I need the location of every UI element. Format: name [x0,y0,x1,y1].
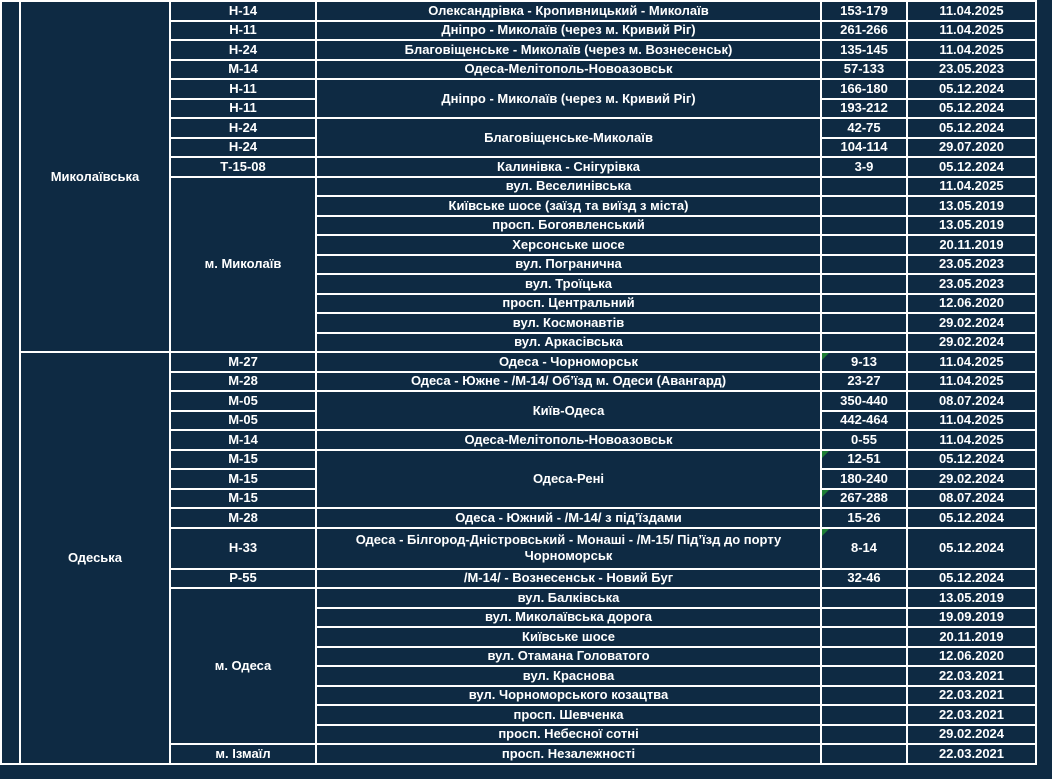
error-corner-marker-icon [822,353,829,360]
date-cell[interactable]: 13.05.2019 [907,196,1036,216]
km-range-cell[interactable] [821,430,907,450]
date-cell[interactable]: 12.06.2020 [907,647,1036,667]
km-range-value: 166-180 [840,80,888,96]
route-cell[interactable]: Одеса - Чорноморськ [316,352,821,372]
km-range-cell[interactable] [821,569,907,589]
km-range-value: 153-179 [840,2,888,18]
km-range-value: 32-46 [847,570,881,586]
km-range-value: 9-13 [850,353,878,369]
road-code-cell[interactable]: Н-24 [170,118,316,138]
route-cell[interactable]: Одеса - Южне - /М-14/ Об’їзд м. Одеси (Авангард) [316,372,821,392]
date-cell[interactable]: 22.03.2021 [907,744,1036,764]
road-code-cell[interactable]: м. Одеса [170,588,316,744]
road-code-cell[interactable]: М-27 [170,352,316,372]
road-code-cell[interactable]: Р-55 [170,569,316,589]
error-corner-marker-icon [822,490,829,497]
km-range-cell[interactable] [821,508,907,528]
km-range-cell[interactable] [821,372,907,392]
km-range-cell[interactable] [821,157,907,177]
date-cell[interactable]: 11.04.2025 [907,177,1036,197]
km-range-cell[interactable] [821,60,907,80]
road-code-cell[interactable]: М-15 [170,489,316,509]
km-range-cell[interactable] [821,588,907,608]
error-corner-marker-icon [822,451,829,458]
route-cell[interactable]: вул. Краснова [316,666,821,686]
date-cell[interactable]: 19.09.2019 [907,608,1036,628]
km-range-cell[interactable] [821,138,907,158]
error-corner-marker-icon [822,529,829,536]
km-range-cell[interactable] [821,216,907,236]
route-cell[interactable]: вул. Космонавтів [316,313,821,333]
date-cell[interactable]: 20.11.2019 [907,627,1036,647]
road-code-cell[interactable]: М-15 [170,450,316,470]
date-cell[interactable]: 12.06.2020 [907,294,1036,314]
route-cell[interactable]: Одеса - Южний - /М-14/ з під’їздами [316,508,821,528]
date-cell[interactable]: 29.07.2020 [907,138,1036,158]
route-cell[interactable]: вул. Аркасівська [316,333,821,353]
route-cell[interactable]: вул. Балківська [316,588,821,608]
route-cell[interactable]: Одеса-Мелітополь-Новоазовськ [316,430,821,450]
km-range-cell[interactable] [821,177,907,197]
date-cell[interactable]: 11.04.2025 [907,40,1036,60]
km-range-cell[interactable] [821,705,907,725]
date-cell[interactable]: 29.02.2024 [907,469,1036,489]
date-cell[interactable]: 22.03.2021 [907,666,1036,686]
km-range-value: 0-55 [850,431,878,447]
km-range-value: 104-114 [840,139,888,155]
date-cell[interactable]: 08.07.2024 [907,489,1036,509]
route-cell[interactable]: вул. Отамана Головатого [316,647,821,667]
route-cell[interactable]: Одеса - Білгород-Дністровський - Монаші - /М-15/ Під’їзд до порту Чорноморськ [316,528,821,569]
route-cell[interactable]: Київське шосе [316,627,821,647]
date-cell[interactable]: 05.12.2024 [907,528,1036,569]
date-cell[interactable]: 22.03.2021 [907,686,1036,706]
road-code-cell[interactable]: М-28 [170,508,316,528]
km-range-value: 180-240 [840,470,888,486]
table-row [1,352,1036,372]
date-cell[interactable]: 13.05.2019 [907,216,1036,236]
km-range-cell[interactable] [821,489,907,509]
km-range-cell[interactable] [821,725,907,745]
km-range-cell[interactable] [821,411,907,431]
route-cell[interactable]: Благовіщенське-Миколаїв [316,118,821,157]
route-cell[interactable]: просп. Богоявленський [316,216,821,236]
left-edge-column [1,1,20,764]
km-range-cell[interactable] [821,528,907,569]
km-range-value: 23-27 [847,373,881,389]
km-range-cell[interactable] [821,196,907,216]
km-range-value: 193-212 [840,100,888,116]
road-code-cell[interactable]: Н-24 [170,40,316,60]
date-cell[interactable]: 29.02.2024 [907,313,1036,333]
km-range-cell[interactable] [821,235,907,255]
km-range-cell[interactable] [821,1,907,21]
date-cell[interactable]: 11.04.2025 [907,1,1036,21]
km-range-value: 3-9 [854,158,874,174]
route-cell[interactable]: просп. Небесної сотні [316,725,821,745]
route-cell[interactable]: Калинівка - Снігурівка [316,157,821,177]
route-cell[interactable]: /М-14/ - Вознесенськ - Новий Буг [316,569,821,589]
km-range-value: 57-133 [843,61,885,77]
route-cell[interactable]: Олександрівка - Кропивницький - Миколаїв [316,1,821,21]
date-cell[interactable]: 08.07.2024 [907,391,1036,411]
km-range-cell[interactable] [821,294,907,314]
region-cell[interactable]: Миколаївська [20,1,170,352]
road-code-cell[interactable]: Н-11 [170,99,316,119]
date-cell[interactable]: 05.12.2024 [907,118,1036,138]
road-code-cell[interactable]: Н-24 [170,138,316,158]
date-cell[interactable]: 05.12.2024 [907,450,1036,470]
route-cell[interactable]: просп. Центральний [316,294,821,314]
road-code-cell[interactable]: Н-33 [170,528,316,569]
road-code-cell[interactable]: Н-11 [170,21,316,41]
route-cell[interactable]: Херсонське шосе [316,235,821,255]
km-range-cell[interactable] [821,313,907,333]
road-code-cell[interactable]: М-28 [170,372,316,392]
km-range-value: 135-145 [840,41,888,57]
route-cell[interactable]: вул. Веселинівська [316,177,821,197]
km-range-value: 261-266 [840,22,888,38]
route-cell[interactable]: вул. Погранична [316,255,821,275]
km-range-cell[interactable] [821,608,907,628]
route-cell[interactable]: Благовіщенське - Миколаїв (через м. Вознесенськ) [316,40,821,60]
date-cell[interactable]: 11.04.2025 [907,430,1036,450]
route-cell[interactable]: Дніпро - Миколаїв (через м. Кривий Ріг) [316,21,821,41]
date-cell[interactable]: 23.05.2023 [907,274,1036,294]
road-code-cell[interactable]: м. Ізмаїл [170,744,316,764]
date-cell[interactable]: 11.04.2025 [907,21,1036,41]
route-cell[interactable]: Київське шосе (заїзд та виїзд з міста) [316,196,821,216]
road-code-cell[interactable]: М-05 [170,391,316,411]
route-cell[interactable]: вул. Чорноморського козацтва [316,686,821,706]
date-cell[interactable]: 05.12.2024 [907,99,1036,119]
road-code-cell[interactable]: М-15 [170,469,316,489]
km-range-value: 350-440 [840,392,888,408]
road-code-cell[interactable]: Н-11 [170,79,316,99]
date-cell[interactable]: 22.03.2021 [907,705,1036,725]
date-cell[interactable]: 05.12.2024 [907,157,1036,177]
date-cell[interactable]: 11.04.2025 [907,372,1036,392]
date-cell[interactable]: 13.05.2019 [907,588,1036,608]
km-range-cell[interactable] [821,274,907,294]
km-range-cell[interactable] [821,255,907,275]
date-cell[interactable]: 05.12.2024 [907,508,1036,528]
route-cell[interactable]: Одеса-Мелітополь-Новоазовськ [316,60,821,80]
roads-table-body [1,1,1036,764]
route-cell[interactable]: Київ-Одеса [316,391,821,430]
date-cell[interactable]: 29.02.2024 [907,725,1036,745]
road-code-cell[interactable]: м. Миколаїв [170,177,316,353]
km-range-value: 12-51 [847,451,881,467]
km-range-cell[interactable] [821,79,907,99]
date-cell[interactable]: 05.12.2024 [907,569,1036,589]
km-range-cell[interactable] [821,647,907,667]
km-range-cell[interactable] [821,744,907,764]
km-range-cell[interactable] [821,450,907,470]
km-range-cell[interactable] [821,118,907,138]
km-range-cell[interactable] [821,40,907,60]
route-cell[interactable]: просп. Незалежності [316,744,821,764]
km-range-value: 15-26 [847,509,881,525]
road-code-cell[interactable]: М-14 [170,60,316,80]
date-cell[interactable]: 23.05.2023 [907,60,1036,80]
km-range-cell[interactable] [821,686,907,706]
road-code-cell[interactable]: Н-14 [170,1,316,21]
km-range-cell[interactable] [821,352,907,372]
km-range-cell[interactable] [821,666,907,686]
route-cell[interactable]: вул. Троїцька [316,274,821,294]
km-range-value: 267-288 [840,490,888,506]
km-range-value: 8-14 [850,540,878,556]
km-range-cell[interactable] [821,333,907,353]
km-range-cell[interactable] [821,391,907,411]
date-cell[interactable]: 23.05.2023 [907,255,1036,275]
date-cell[interactable]: 20.11.2019 [907,235,1036,255]
date-cell[interactable]: 11.04.2025 [907,352,1036,372]
date-cell[interactable]: 05.12.2024 [907,79,1036,99]
table-row [1,1,1036,21]
km-range-cell[interactable] [821,99,907,119]
region-cell[interactable]: Одеська [20,352,170,764]
km-range-cell[interactable] [821,627,907,647]
km-range-value: 442-464 [840,412,888,428]
road-code-cell[interactable]: Т-15-08 [170,157,316,177]
road-code-cell[interactable]: М-05 [170,411,316,431]
route-cell[interactable]: вул. Миколаївська дорога [316,608,821,628]
date-cell[interactable]: 29.02.2024 [907,333,1036,353]
route-cell[interactable]: просп. Шевченка [316,705,821,725]
km-range-cell[interactable] [821,469,907,489]
route-cell[interactable]: Дніпро - Миколаїв (через м. Кривий Ріг) [316,79,821,118]
route-cell[interactable]: Одеса-Рені [316,450,821,509]
km-range-value: 42-75 [847,119,881,135]
date-cell[interactable]: 11.04.2025 [907,411,1036,431]
km-range-cell[interactable] [821,21,907,41]
road-code-cell[interactable]: М-14 [170,430,316,450]
